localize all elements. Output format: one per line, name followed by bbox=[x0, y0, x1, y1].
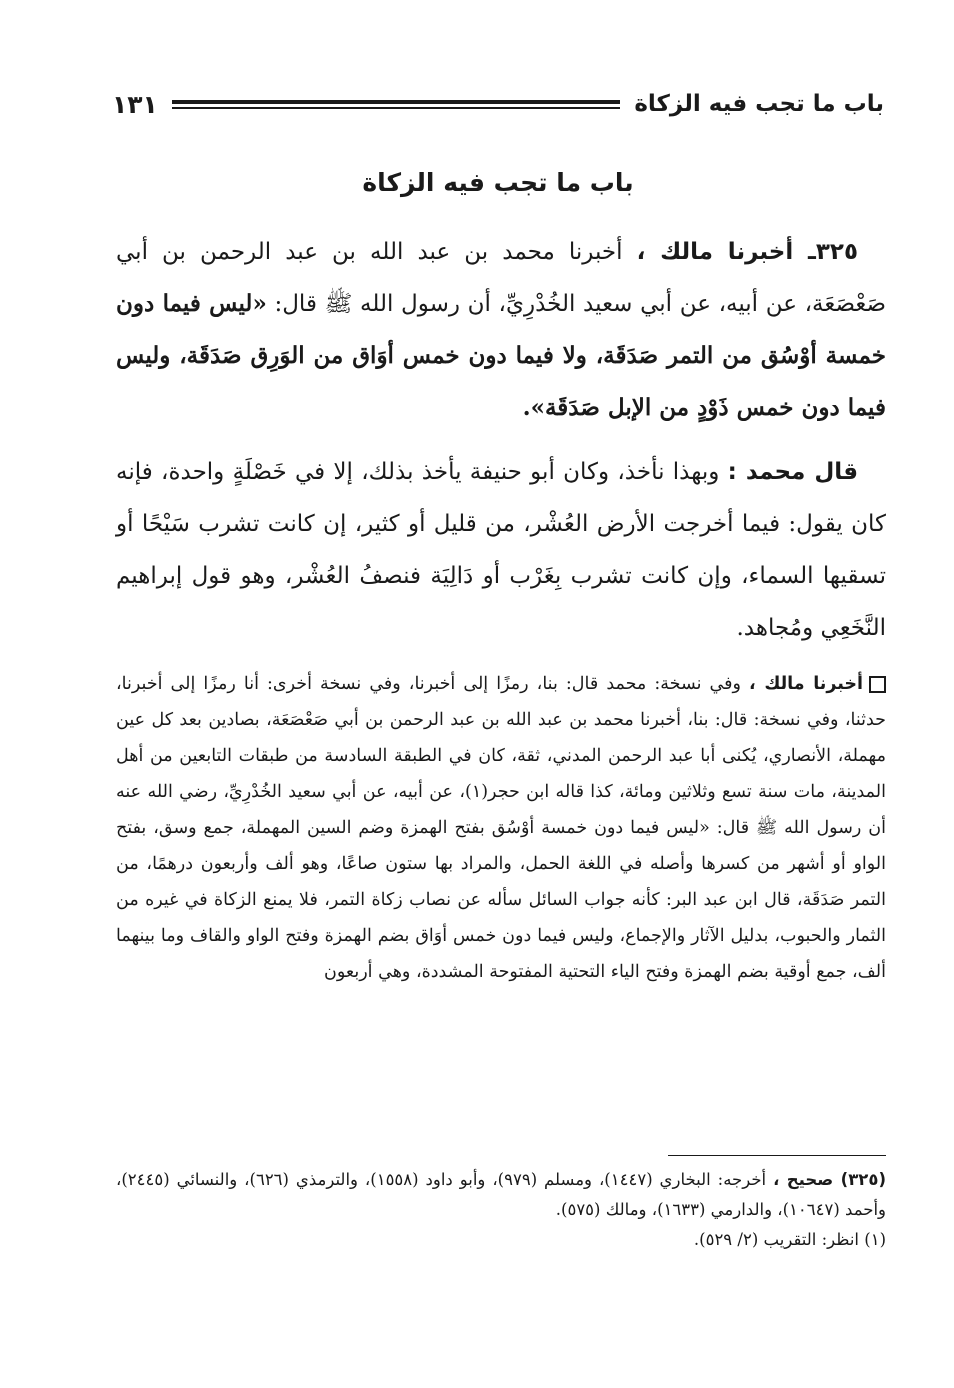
hadith-matn: «ليس فيما دون خمسة أوْسُق من التمر صَدَقَة، ولا فيما دون خمس أوَاق من الوَرِق صَدَقَة، وليس فيما دون خمس ذَوْدٍ من الإبل صَدَقَة». bbox=[116, 290, 886, 421]
footnote-text: (١) انظر: التقريب (٢/ ٥٢٩). bbox=[693, 1230, 886, 1249]
muhammad-said-paragraph bbox=[116, 446, 886, 654]
running-head bbox=[112, 84, 884, 124]
commentary-lead: أخبرنا مالك ، bbox=[749, 674, 863, 694]
footnote-item bbox=[116, 1165, 886, 1225]
footnote-text: أخرجه: البخاري (١٤٤٧)، ومسلم (٩٧٩)، وأبو داود (١٥٥٨)، والترمذي (٦٢٦)، والنسائي (٢٤٤٥)، وأحمد (١٠٦٤٧)، والدارمي (١٦٣٣)، ومالك (٥٧٥). bbox=[116, 1170, 886, 1219]
footnote-lead: (٣٢٥) صحيح ، bbox=[773, 1170, 886, 1189]
footnote-divider bbox=[668, 1155, 886, 1156]
page-number: ١٣١ bbox=[112, 89, 158, 119]
hadith-isnad: أخبرنا محمد بن عبد الله بن عبد الرحمن بن أبي صَعْصَعَة، عن أبيه، عن أبي سعيد الخُدْرِيِّ، أن رسول الله ﷺ قال: bbox=[116, 239, 887, 317]
commentary-paragraph bbox=[116, 666, 886, 990]
running-head-title: باب ما تجب فيه الزكاة bbox=[634, 91, 884, 117]
chapter-title: باب ما تجب فيه الزكاة bbox=[362, 168, 634, 197]
commentary-text: وفي نسخة: محمد قال: بنا، رمزًا إلى أخبرنا، وفي نسخة أخرى: أنا رمزًا إلى أخبرنا، حدثنا، وفي نسخة: قال: بنا، أخبرنا محمد بن عبد الله بن عبد الرحمن بن أبي صَعْصَعَة، بصادين بعد كل عين مهملة، الأنصاري، يُكنى أبا عبد الرحمن المدني، ثقة، كان في الطبقة السادسة من طبقات التابعين من أهل المدينة، مات سنة تسع وثلاثين ومائة، كذا قاله ابن حجر(١)، عن أبيه، عن أبي سعيد الخُدْرِيِّ، رضي الله عنه أن رسول الله ﷺ قال: «ليس فيما دون خمسة أوْسُق بفتح الهمزة وضم السين المهملة، جمع وسق، بفتح الواو أو أشهر من كسرها وأصله في اللغة الحمل، والمراد بها ستون صاعًا، وهو ألف وأربعون درهمًا، من التمر صَدَقَة، قال ابن عبد البر: كأنه جواب السائل سأله عن نصاب زكاة التمر، فلا يمنع الزكاة في غيره من الثمار والحبوب، بدليل الآثار والإجماع، وليس فيما دون خمس أوَاق بضم الهمزة وفتح الواو والقاف وما بينهما ألف، جمع أوقية بضم الهمزة وفتح الياء التحتية المفتوحة المشددة، وهي أربعون bbox=[116, 674, 886, 982]
main-text bbox=[116, 226, 886, 990]
muhammad-said-lead: قال محمد : bbox=[727, 459, 859, 485]
running-head-rule bbox=[172, 100, 621, 109]
footnotes bbox=[116, 1165, 886, 1255]
hadith-paragraph bbox=[116, 226, 886, 434]
footnote-item bbox=[116, 1225, 886, 1255]
hadith-lead: ٣٢٥ـ أخبرنا مالك ، bbox=[636, 239, 858, 265]
muhammad-said-text: وبهذا نأخذ، وكان أبو حنيفة يأخذ بذلك، إلا في خَصْلَةٍ واحدة، فإنه كان يقول: فيما أخرجت الأرض العُشْر، من قليل أو كثير، إن كانت تشرب سَيْحًا أو تسقيها السماء، وإن كانت تشرب بِغَرْب أو دَالِيَة فنصفُ العُشْر، وهو قول إبراهيم النَّخَعِي ومُجاهد. bbox=[116, 459, 886, 641]
square-marker-icon bbox=[869, 676, 886, 693]
